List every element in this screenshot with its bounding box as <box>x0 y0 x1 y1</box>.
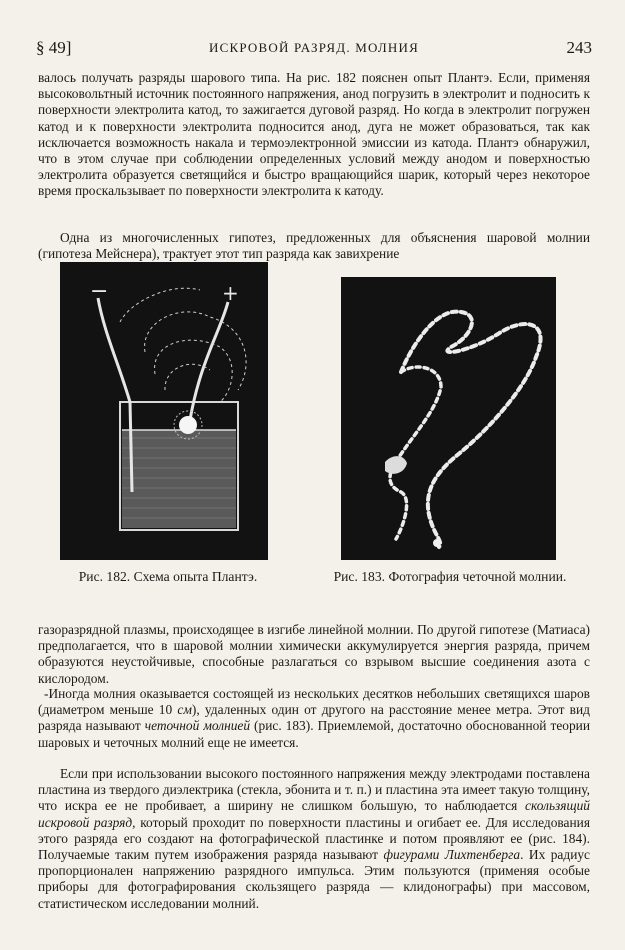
p4-term-bead-lightning: четочной молнией <box>144 718 251 734</box>
electrolyte <box>122 430 236 528</box>
paragraph-bead-lightning <box>38 686 590 751</box>
luminous-ball <box>179 416 197 434</box>
minus-label: − <box>90 279 109 304</box>
plus-label: + <box>222 281 239 305</box>
caption-fig183: Рис. 183. Фотография четочной молнии. <box>333 569 567 584</box>
figure-bead-lightning-photo <box>341 277 556 560</box>
p4-unit: см <box>177 702 192 718</box>
p4-text-c: (рис. 183). Приемлемой, достаточно обоснованной теории шаровых и четочных молний еще не имеется. <box>38 718 590 750</box>
p4-text-b: ), удаленных один от другого на расстояние менее метра. Этот вид разряда называют <box>38 702 590 734</box>
p5-text-c: . Их радиус пропорционален напряжению разрядного импульса. Этим пользуются (применяя особые приборы для фотографирования скользящего разряда — клидонографы) при массовом, статистическом исследовании молний. <box>38 847 590 911</box>
p4-text-a: -Иногда молния оказывается состоящей из нескольких десятков небольших светящихся шаров (диаметром меньше 10 <box>38 686 590 718</box>
caption-fig182: Рис. 182. Схема опыта Плантэ. <box>78 569 258 584</box>
p5-text-a: Если при использовании высокого постоянного напряжения между электродами поставлена пластина из твердого диэлектрика (стекла, эбонита и т. п.) и пластина эта имеет такую толщину, что искра ее не пробивает, а ширину не слишком большую, то наблюдается <box>38 766 590 814</box>
paragraph-meissner-hypothesis: Одна из многочисленных гипотез, предложенных для объяснения шаровой молнии (гипотеза Мейснера), трактует этот тип разряда как завихрение <box>38 230 590 262</box>
p5-term-sliding-discharge: скользящий искровой разряд <box>38 798 590 830</box>
paragraph-mathias-hypothesis: газоразрядной плазмы, происходящее в изгибе линейной молнии. По другой гипотезе (Матиаса) предполагается, что в шаровой молнии химически аккумулируется энергия разряда, причем образуются неустойчивые, способные разлагаться со взрывом высшие соединения азота с кислородом. <box>38 622 590 686</box>
paragraph-plante-experiment: валось получать разряды шарового типа. На рис. 182 пояснен опыт Плантэ. Если, применяя высоковольтный источник постоянного напряжения, анод погрузить в электролит и подносить к поверхности электролита катод, то зажигается дуговой разряд. Но когда в электролит погружен катод и к поверхности электролита подносится анод, дуга не может образоваться, так как исключается возможность накала и термоэлектронной эмиссии из катода. Плантэ обнаружил, что в этом случае при соблюдении определенных условий между анодом и поверхностью электролита образуется светящийся и быстро вращающийся шарик, который через некоторое время проскальзывает по поверхности электролита к катоду. <box>38 70 590 199</box>
p5-text-b: , который проходит по поверхности пластины и огибает ее. Для исследования этого разряда его создают на фотографической пластинке и потом проявляют ее (рис. 184). Получаемые таким путем изображения разряда называют <box>38 814 590 863</box>
p5-term-lichtenberg: фигурами Лихтенберга <box>383 847 521 863</box>
page-number: 243 <box>566 38 592 57</box>
section-number: § 49] <box>36 38 72 57</box>
running-title: ИСКРОВОЙ РАЗРЯД. МОЛНИЯ <box>209 40 419 55</box>
page-header <box>36 38 592 58</box>
figure-plante-scheme <box>60 262 268 560</box>
paragraph-sliding-discharge <box>38 766 590 912</box>
